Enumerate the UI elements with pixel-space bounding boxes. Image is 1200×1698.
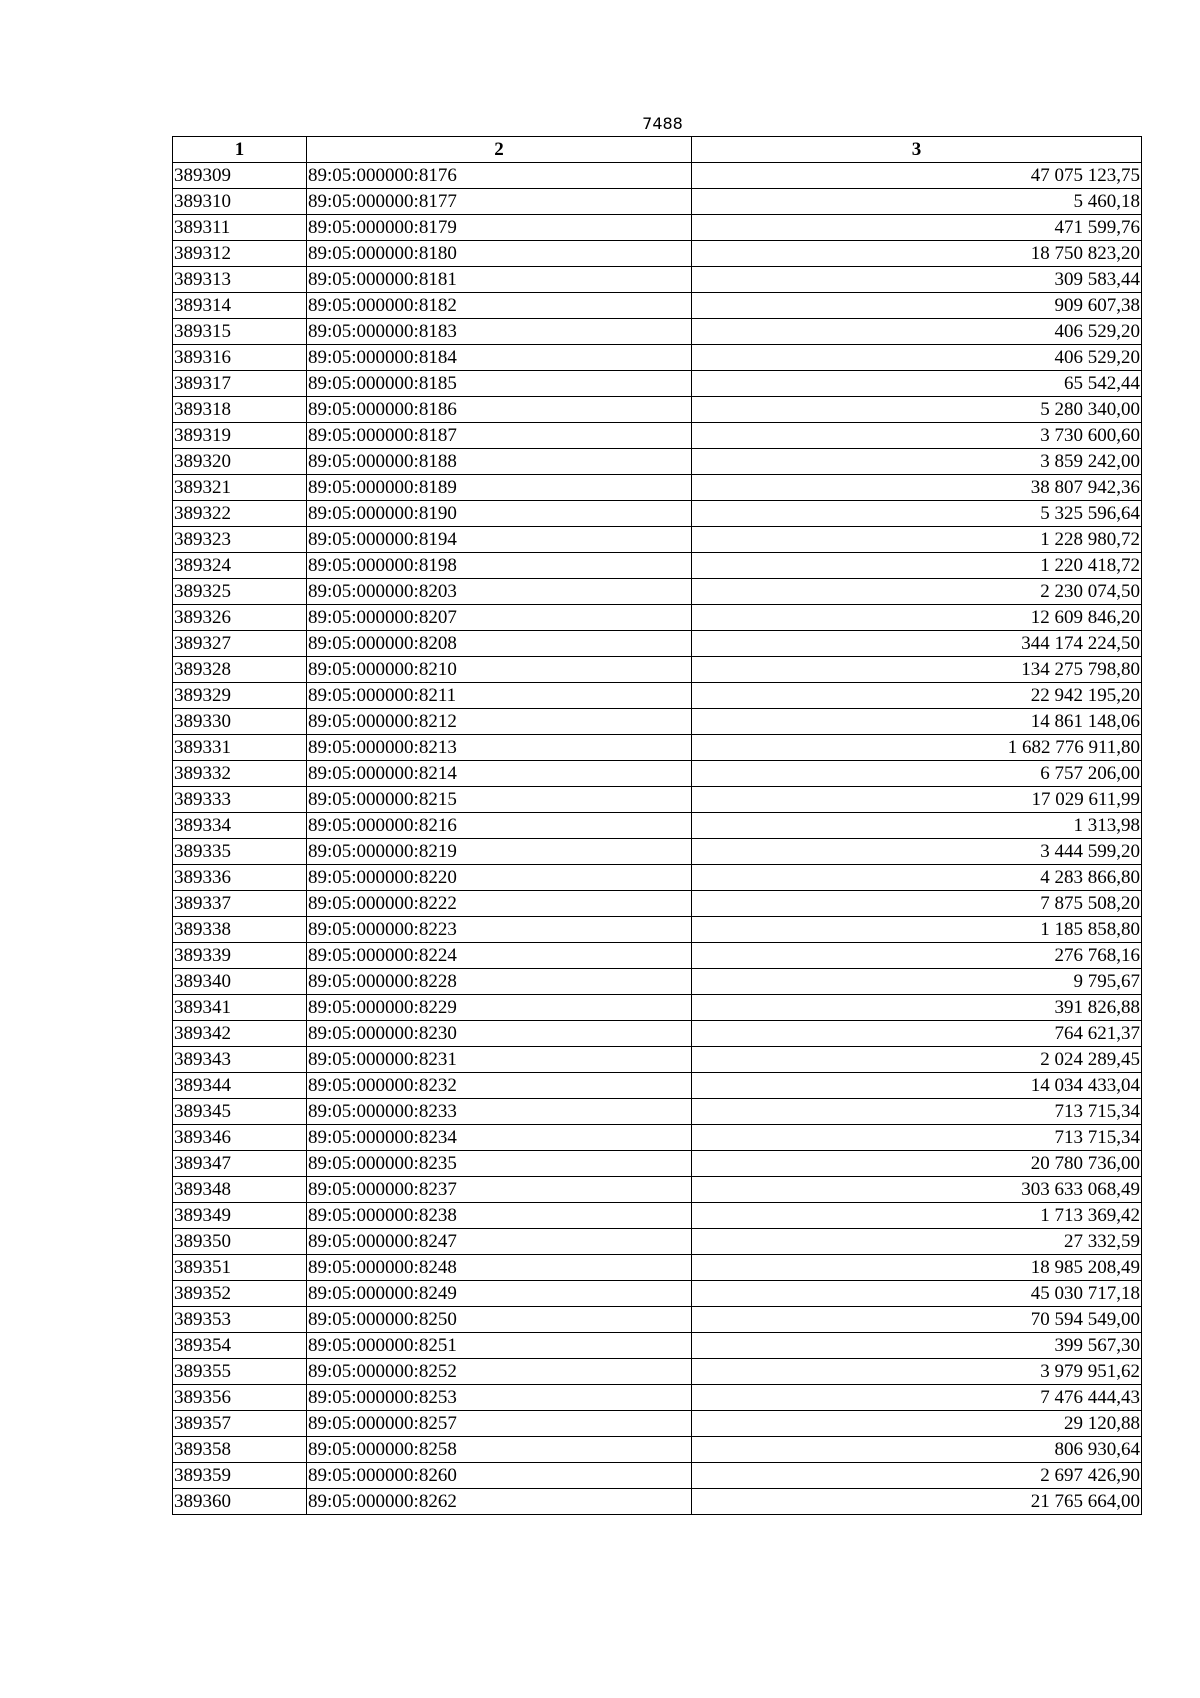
table-row (173, 605, 1142, 631)
cadastral-number-cell: 89:05:000000:8229 (307, 995, 692, 1021)
cadastral-number-cell: 89:05:000000:8252 (307, 1359, 692, 1385)
row-number-cell: 389309 (173, 163, 307, 189)
row-number-cell: 389347 (173, 1151, 307, 1177)
row-number-cell: 389315 (173, 319, 307, 345)
value-cell: 391 826,88 (692, 995, 1142, 1021)
row-number-cell: 389327 (173, 631, 307, 657)
cadastral-number-cell: 89:05:000000:8220 (307, 865, 692, 891)
table-row (173, 1177, 1142, 1203)
table-row (173, 943, 1142, 969)
value-cell: 1 220 418,72 (692, 553, 1142, 579)
value-cell: 70 594 549,00 (692, 1307, 1142, 1333)
row-number-cell: 389335 (173, 839, 307, 865)
page-number: 7488 (642, 114, 683, 133)
table-row (173, 189, 1142, 215)
row-number-cell: 389321 (173, 475, 307, 501)
value-cell: 6 757 206,00 (692, 761, 1142, 787)
cadastral-number-cell: 89:05:000000:8186 (307, 397, 692, 423)
table-row (173, 241, 1142, 267)
row-number-cell: 389319 (173, 423, 307, 449)
value-cell: 406 529,20 (692, 345, 1142, 371)
table-row (173, 1411, 1142, 1437)
cadastral-number-cell: 89:05:000000:8183 (307, 319, 692, 345)
row-number-cell: 389333 (173, 787, 307, 813)
row-number-cell: 389329 (173, 683, 307, 709)
value-cell: 344 174 224,50 (692, 631, 1142, 657)
value-cell: 276 768,16 (692, 943, 1142, 969)
table-row (173, 1489, 1142, 1515)
table-row (173, 1385, 1142, 1411)
value-cell: 1 713 369,42 (692, 1203, 1142, 1229)
value-cell: 3 979 951,62 (692, 1359, 1142, 1385)
cadastral-number-cell: 89:05:000000:8194 (307, 527, 692, 553)
cadastral-number-cell: 89:05:000000:8251 (307, 1333, 692, 1359)
cadastral-number-cell: 89:05:000000:8177 (307, 189, 692, 215)
table-row (173, 865, 1142, 891)
table-row (173, 631, 1142, 657)
row-number-cell: 389331 (173, 735, 307, 761)
row-number-cell: 389338 (173, 917, 307, 943)
cadastral-number-cell: 89:05:000000:8224 (307, 943, 692, 969)
row-number-cell: 389349 (173, 1203, 307, 1229)
table-row (173, 449, 1142, 475)
value-cell: 9 795,67 (692, 969, 1142, 995)
cadastral-number-cell: 89:05:000000:8182 (307, 293, 692, 319)
cadastral-number-cell: 89:05:000000:8228 (307, 969, 692, 995)
cadastral-number-cell: 89:05:000000:8208 (307, 631, 692, 657)
cadastral-number-cell: 89:05:000000:8249 (307, 1281, 692, 1307)
value-cell: 406 529,20 (692, 319, 1142, 345)
value-cell: 134 275 798,80 (692, 657, 1142, 683)
table-row (173, 1203, 1142, 1229)
value-cell: 17 029 611,99 (692, 787, 1142, 813)
value-cell: 47 075 123,75 (692, 163, 1142, 189)
cadastral-number-cell: 89:05:000000:8216 (307, 813, 692, 839)
value-cell: 309 583,44 (692, 267, 1142, 293)
column-header-2: 2 (307, 137, 692, 163)
row-number-cell: 389336 (173, 865, 307, 891)
cadastral-number-cell: 89:05:000000:8176 (307, 163, 692, 189)
row-number-cell: 389316 (173, 345, 307, 371)
value-cell: 1 313,98 (692, 813, 1142, 839)
row-number-cell: 389339 (173, 943, 307, 969)
cadastral-number-cell: 89:05:000000:8260 (307, 1463, 692, 1489)
cadastral-number-cell: 89:05:000000:8198 (307, 553, 692, 579)
cadastral-number-cell: 89:05:000000:8188 (307, 449, 692, 475)
value-cell: 27 332,59 (692, 1229, 1142, 1255)
value-cell: 1 228 980,72 (692, 527, 1142, 553)
cadastral-number-cell: 89:05:000000:8189 (307, 475, 692, 501)
row-number-cell: 389346 (173, 1125, 307, 1151)
column-header-3: 3 (692, 137, 1142, 163)
cadastral-number-cell: 89:05:000000:8179 (307, 215, 692, 241)
row-number-cell: 389342 (173, 1021, 307, 1047)
column-header-1: 1 (173, 137, 307, 163)
cadastral-number-cell: 89:05:000000:8222 (307, 891, 692, 917)
row-number-cell: 389311 (173, 215, 307, 241)
row-number-cell: 389324 (173, 553, 307, 579)
row-number-cell: 389343 (173, 1047, 307, 1073)
value-cell: 713 715,34 (692, 1125, 1142, 1151)
row-number-cell: 389322 (173, 501, 307, 527)
cadastral-number-cell: 89:05:000000:8212 (307, 709, 692, 735)
row-number-cell: 389340 (173, 969, 307, 995)
value-cell: 471 599,76 (692, 215, 1142, 241)
cadastral-number-cell: 89:05:000000:8203 (307, 579, 692, 605)
cadastral-number-cell: 89:05:000000:8214 (307, 761, 692, 787)
value-cell: 2 230 074,50 (692, 579, 1142, 605)
cadastral-number-cell: 89:05:000000:8187 (307, 423, 692, 449)
row-number-cell: 389313 (173, 267, 307, 293)
cadastral-number-cell: 89:05:000000:8207 (307, 605, 692, 631)
value-cell: 18 985 208,49 (692, 1255, 1142, 1281)
row-number-cell: 389352 (173, 1281, 307, 1307)
value-cell: 21 765 664,00 (692, 1489, 1142, 1515)
table-row (173, 371, 1142, 397)
value-cell: 29 120,88 (692, 1411, 1142, 1437)
cadastral-number-cell: 89:05:000000:8257 (307, 1411, 692, 1437)
value-cell: 764 621,37 (692, 1021, 1142, 1047)
cadastral-number-cell: 89:05:000000:8235 (307, 1151, 692, 1177)
row-number-cell: 389355 (173, 1359, 307, 1385)
cadastral-number-cell: 89:05:000000:8180 (307, 241, 692, 267)
cadastral-number-cell: 89:05:000000:8215 (307, 787, 692, 813)
value-cell: 2 697 426,90 (692, 1463, 1142, 1489)
value-cell: 3 444 599,20 (692, 839, 1142, 865)
value-cell: 7 476 444,43 (692, 1385, 1142, 1411)
table-row (173, 1151, 1142, 1177)
row-number-cell: 389337 (173, 891, 307, 917)
row-number-cell: 389345 (173, 1099, 307, 1125)
table-row (173, 709, 1142, 735)
table-row (173, 397, 1142, 423)
data-table (172, 136, 1142, 1515)
table-row (173, 423, 1142, 449)
cadastral-number-cell: 89:05:000000:8250 (307, 1307, 692, 1333)
table-row (173, 839, 1142, 865)
value-cell: 806 930,64 (692, 1437, 1142, 1463)
cadastral-number-cell: 89:05:000000:8233 (307, 1099, 692, 1125)
table-row (173, 1333, 1142, 1359)
header-row (173, 137, 1142, 163)
row-number-cell: 389350 (173, 1229, 307, 1255)
value-cell: 5 460,18 (692, 189, 1142, 215)
table-row (173, 891, 1142, 917)
table-row (173, 1047, 1142, 1073)
cadastral-number-cell: 89:05:000000:8234 (307, 1125, 692, 1151)
table-row (173, 657, 1142, 683)
row-number-cell: 389318 (173, 397, 307, 423)
cadastral-number-cell: 89:05:000000:8223 (307, 917, 692, 943)
row-number-cell: 389344 (173, 1073, 307, 1099)
table-row (173, 527, 1142, 553)
table-row (173, 319, 1142, 345)
table-row (173, 969, 1142, 995)
cadastral-number-cell: 89:05:000000:8211 (307, 683, 692, 709)
table-row (173, 163, 1142, 189)
cadastral-number-cell: 89:05:000000:8238 (307, 1203, 692, 1229)
row-number-cell: 389354 (173, 1333, 307, 1359)
row-number-cell: 389332 (173, 761, 307, 787)
cadastral-number-cell: 89:05:000000:8253 (307, 1385, 692, 1411)
table-row (173, 475, 1142, 501)
table-row (173, 345, 1142, 371)
value-cell: 14 034 433,04 (692, 1073, 1142, 1099)
cadastral-number-cell: 89:05:000000:8231 (307, 1047, 692, 1073)
row-number-cell: 389326 (173, 605, 307, 631)
row-number-cell: 389348 (173, 1177, 307, 1203)
value-cell: 18 750 823,20 (692, 241, 1142, 267)
table-row (173, 1463, 1142, 1489)
table-row (173, 1359, 1142, 1385)
cadastral-number-cell: 89:05:000000:8248 (307, 1255, 692, 1281)
table-row (173, 293, 1142, 319)
table-row (173, 761, 1142, 787)
value-cell: 20 780 736,00 (692, 1151, 1142, 1177)
table-row (173, 1437, 1142, 1463)
row-number-cell: 389357 (173, 1411, 307, 1437)
table-row (173, 267, 1142, 293)
row-number-cell: 389358 (173, 1437, 307, 1463)
value-cell: 399 567,30 (692, 1333, 1142, 1359)
table-row (173, 1229, 1142, 1255)
table-row (173, 735, 1142, 761)
table-row (173, 1021, 1142, 1047)
value-cell: 4 283 866,80 (692, 865, 1142, 891)
value-cell: 713 715,34 (692, 1099, 1142, 1125)
cadastral-number-cell: 89:05:000000:8185 (307, 371, 692, 397)
row-number-cell: 389360 (173, 1489, 307, 1515)
value-cell: 7 875 508,20 (692, 891, 1142, 917)
row-number-cell: 389356 (173, 1385, 307, 1411)
row-number-cell: 389323 (173, 527, 307, 553)
table-row (173, 1125, 1142, 1151)
cadastral-number-cell: 89:05:000000:8190 (307, 501, 692, 527)
table-row (173, 501, 1142, 527)
table-row (173, 787, 1142, 813)
table-row (173, 553, 1142, 579)
value-cell: 5 280 340,00 (692, 397, 1142, 423)
value-cell: 1 682 776 911,80 (692, 735, 1142, 761)
value-cell: 5 325 596,64 (692, 501, 1142, 527)
value-cell: 65 542,44 (692, 371, 1142, 397)
row-number-cell: 389317 (173, 371, 307, 397)
cadastral-number-cell: 89:05:000000:8232 (307, 1073, 692, 1099)
table-row (173, 995, 1142, 1021)
row-number-cell: 389351 (173, 1255, 307, 1281)
row-number-cell: 389320 (173, 449, 307, 475)
row-number-cell: 389312 (173, 241, 307, 267)
table-row (173, 1099, 1142, 1125)
cadastral-number-cell: 89:05:000000:8184 (307, 345, 692, 371)
table-row (173, 579, 1142, 605)
row-number-cell: 389314 (173, 293, 307, 319)
value-cell: 22 942 195,20 (692, 683, 1142, 709)
table-row (173, 813, 1142, 839)
value-cell: 303 633 068,49 (692, 1177, 1142, 1203)
cadastral-number-cell: 89:05:000000:8258 (307, 1437, 692, 1463)
cadastral-number-cell: 89:05:000000:8262 (307, 1489, 692, 1515)
row-number-cell: 389353 (173, 1307, 307, 1333)
row-number-cell: 389325 (173, 579, 307, 605)
cadastral-number-cell: 89:05:000000:8181 (307, 267, 692, 293)
table-row (173, 1281, 1142, 1307)
value-cell: 3 730 600,60 (692, 423, 1142, 449)
cadastral-number-cell: 89:05:000000:8230 (307, 1021, 692, 1047)
table-row (173, 683, 1142, 709)
table-row (173, 1255, 1142, 1281)
cadastral-number-cell: 89:05:000000:8237 (307, 1177, 692, 1203)
table-body (173, 163, 1142, 1515)
value-cell: 909 607,38 (692, 293, 1142, 319)
cadastral-number-cell: 89:05:000000:8219 (307, 839, 692, 865)
table-header (173, 137, 1142, 163)
cadastral-number-cell: 89:05:000000:8213 (307, 735, 692, 761)
value-cell: 14 861 148,06 (692, 709, 1142, 735)
cadastral-number-cell: 89:05:000000:8210 (307, 657, 692, 683)
value-cell: 3 859 242,00 (692, 449, 1142, 475)
value-cell: 2 024 289,45 (692, 1047, 1142, 1073)
value-cell: 12 609 846,20 (692, 605, 1142, 631)
row-number-cell: 389341 (173, 995, 307, 1021)
value-cell: 38 807 942,36 (692, 475, 1142, 501)
table-row (173, 917, 1142, 943)
row-number-cell: 389359 (173, 1463, 307, 1489)
table-row (173, 215, 1142, 241)
cadastral-number-cell: 89:05:000000:8247 (307, 1229, 692, 1255)
value-cell: 45 030 717,18 (692, 1281, 1142, 1307)
row-number-cell: 389310 (173, 189, 307, 215)
row-number-cell: 389328 (173, 657, 307, 683)
table-row (173, 1073, 1142, 1099)
row-number-cell: 389330 (173, 709, 307, 735)
row-number-cell: 389334 (173, 813, 307, 839)
value-cell: 1 185 858,80 (692, 917, 1142, 943)
table-row (173, 1307, 1142, 1333)
